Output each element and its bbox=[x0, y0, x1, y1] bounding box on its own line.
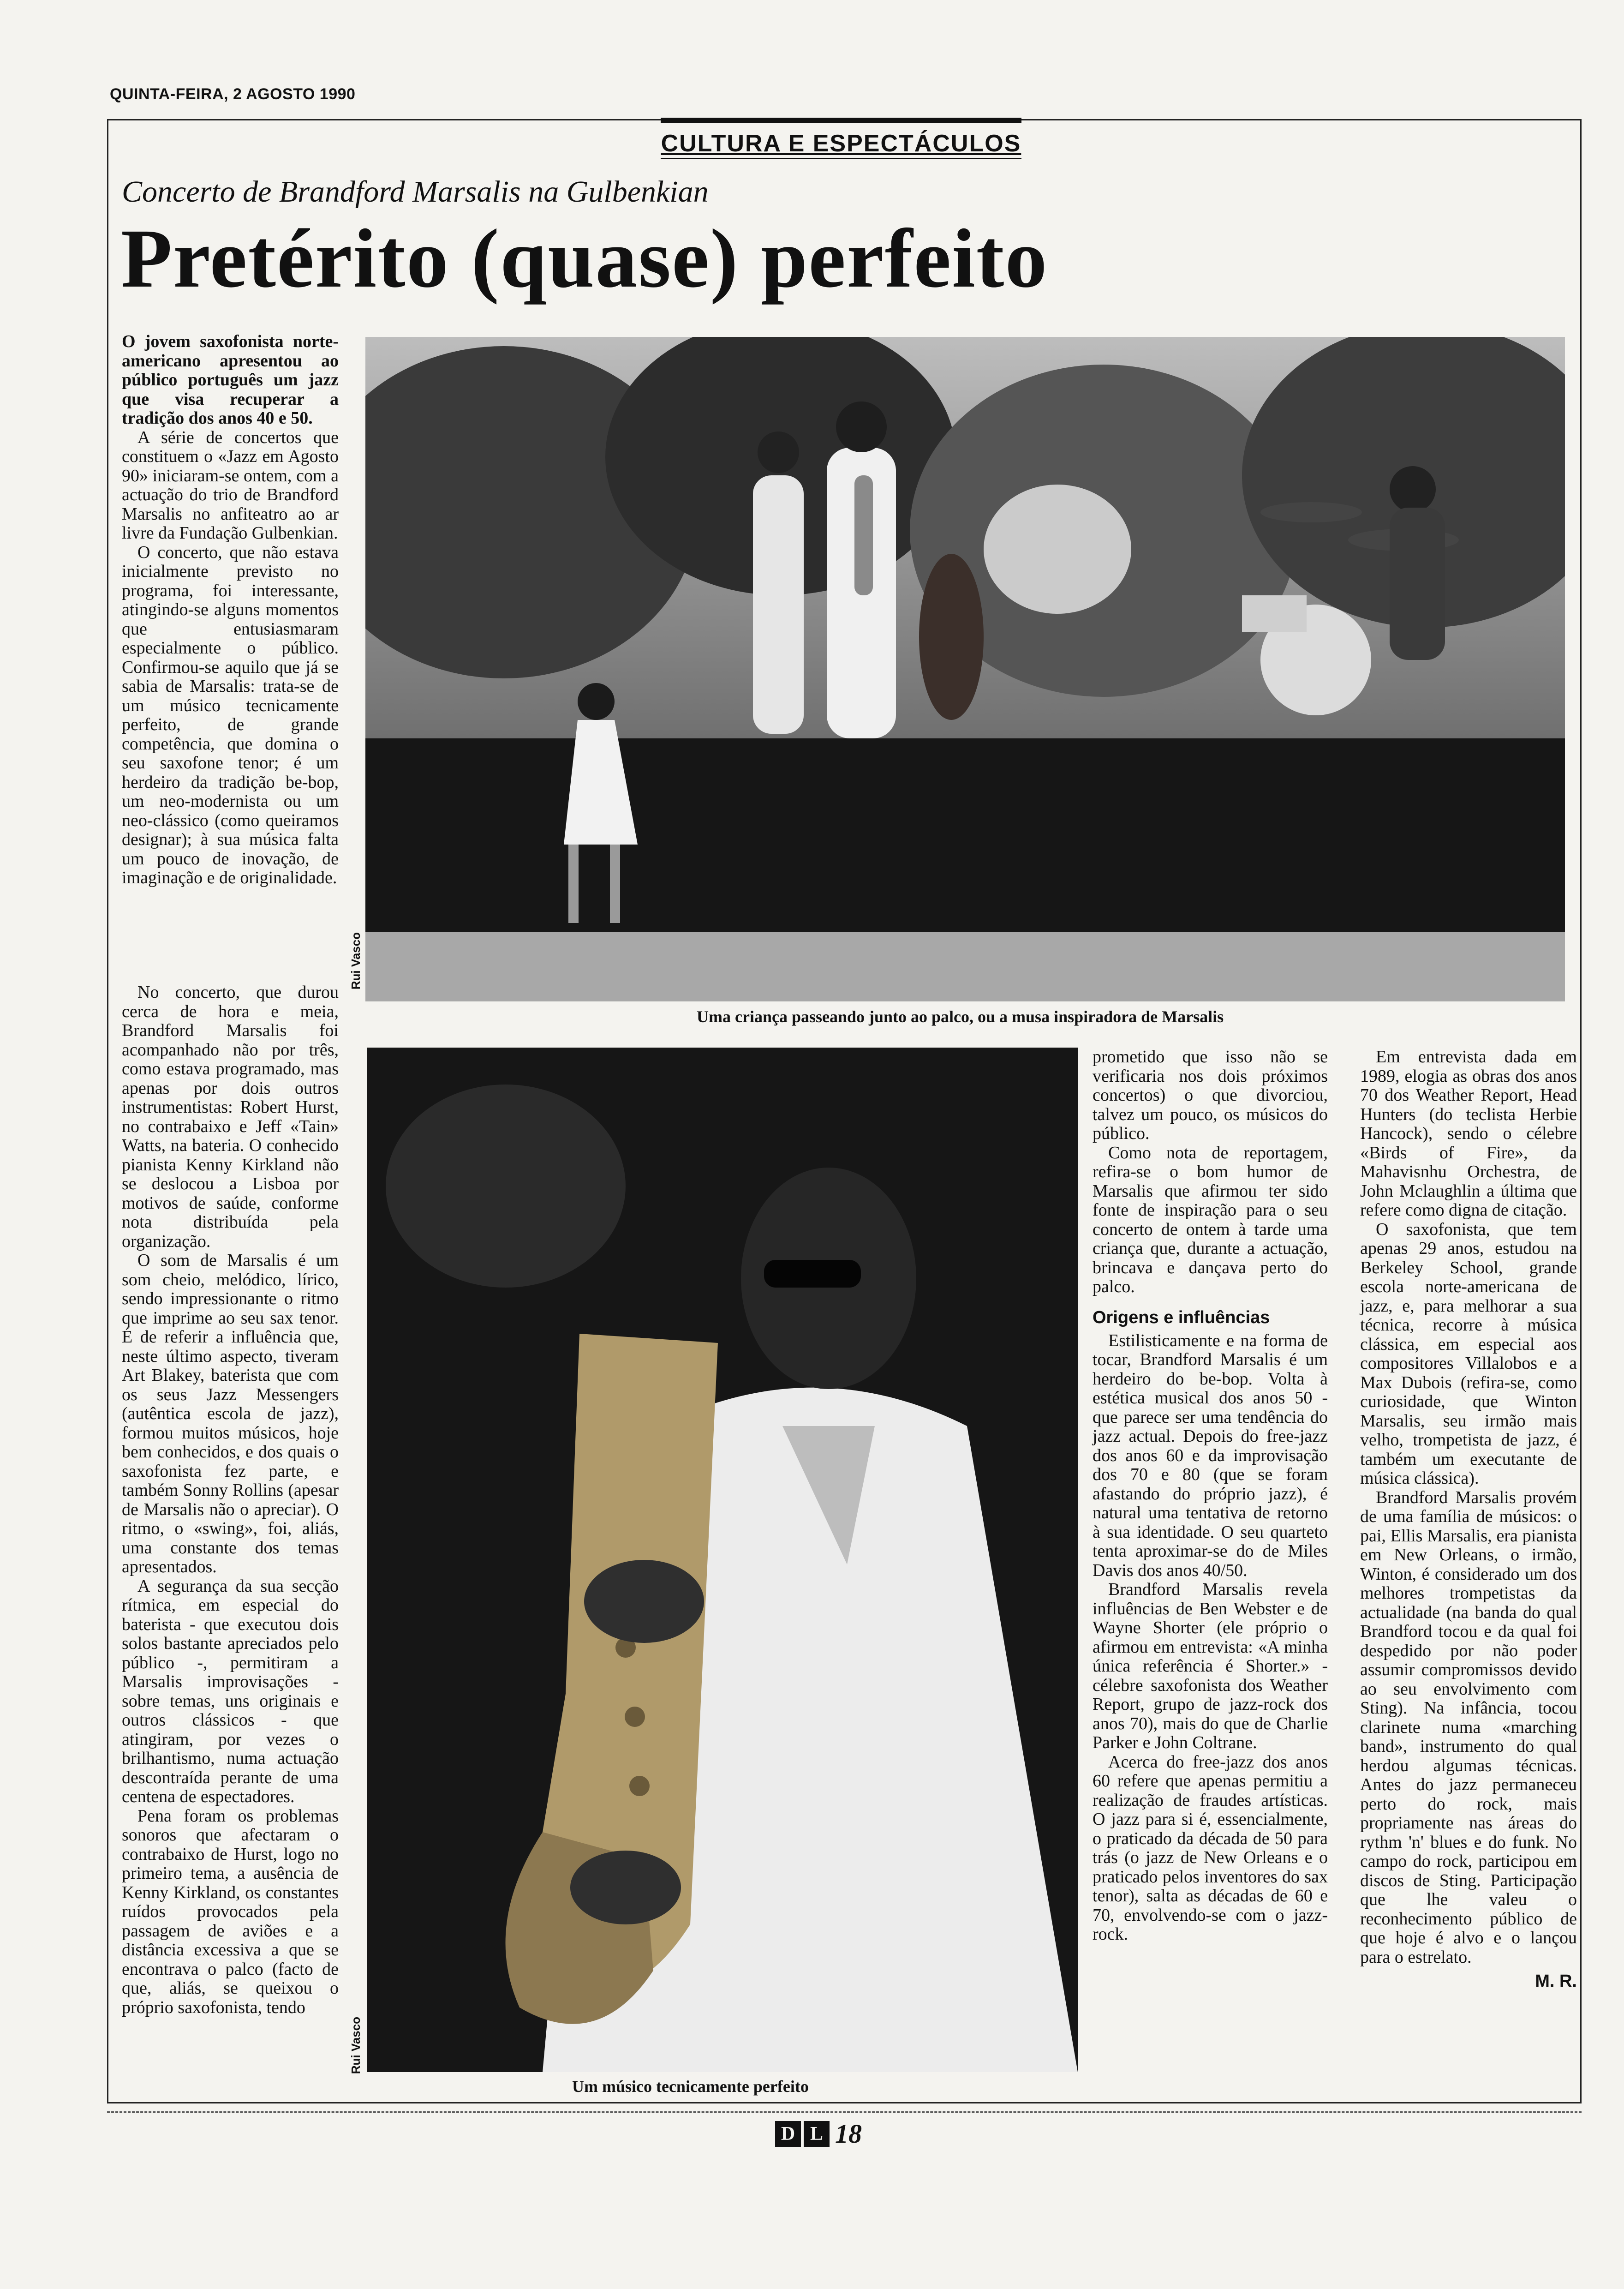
paragraph: Brandford Marsalis provém de uma família de músicos: o pai, Ellis Marsalis, era pianista em New Orleans, o irmão, Winton, é considerado um dos melhores trompetistas da actualidade (na banda do qual Brandford tocou e da qual foi despedido por não poder assumir compromissos devido ao seu envolvimento com Sting). Na infância, tocou clarinete numa «marching band», instrumento do qual herdou algumas técnicas. Antes do jazz permaneceu perto do rock, mais propriamente nas áreas do rythm 'n' blues e do funk. No campo do rock, participou em discos de Sting. Participação que lhe valeu o reconhecimento público de que hoje é alvo e o lançou para o estrelato. bbox=[1360, 1487, 1577, 1967]
paragraph: O concerto, que não estava inicialmente previsto no programa, foi interessante, atingindo-se alguns momentos que entusiasmaram especialmente o público. Confirmou-se aquilo que já se sabia de Marsalis: trata-se de um músico tecnicamente perfeito, de grande competência, que domina o seu saxofone tenor; é um herdeiro da tradição be-bop, um neo-modernista ou um neo-clássico (como queiramos designar); à sua música falta um pouco de inovação, de imaginação e de originalidade. bbox=[122, 542, 339, 887]
lead-paragraph: O jovem saxofonista norte-americano apresentou ao público português um jazz que visa recuperar a tradição dos anos 40 e 50. bbox=[122, 332, 339, 428]
paragraph: Pena foram os problemas sonoros que afectaram o contrabaixo de Hurst, logo no primeiro tema, a ausência de Kenny Kirkland, os constantes ruídos provocados pela passagem de aviões e a distância excessiva a que se encontrava o palco (facto de que, aliás, se queixou o próprio saxofonista, tendo bbox=[122, 1806, 339, 2017]
page-footer bbox=[775, 2118, 862, 2149]
photo-credit: Rui Vasco bbox=[349, 2017, 363, 2074]
paragraph: Em entrevista dada em 1989, elogia as obras dos anos 70 dos Weather Report, Head Hunters (do teclista Herbie Hancock), sendo o célebre «Birds of Fire», da Mahavisnhu Orchestra, de John Mclaughlin a última que refere como digna de citação. bbox=[1360, 1047, 1577, 1220]
photo-caption: Uma criança passeando junto ao palco, ou a musa inspiradora de Marsalis bbox=[697, 1007, 1224, 1026]
headline: Pretérito (quase) perfeito bbox=[121, 212, 1048, 305]
paragraph: A série de concertos que constituem o «Jazz em Agosto 90» iniciaram-se ontem, com a actuação do trio de Brandford Marsalis no anfiteatro ao ar livre da Fundação Gulbenkian. bbox=[122, 427, 339, 543]
footer-divider bbox=[107, 2111, 1582, 2113]
newspaper-logo-right: L bbox=[804, 2121, 830, 2147]
page-number: 18 bbox=[835, 2119, 862, 2149]
paragraph: Como nota de reportagem, refira-se o bom humor de Marsalis que afirmou ter sido fonte de inspiração para o seu concerto de ontem à tarde uma criança que, durante a actuação, brincava e dançava perto do palco. bbox=[1093, 1143, 1328, 1296]
stage-photo-illustration bbox=[365, 337, 1565, 1001]
column-3 bbox=[1093, 1048, 1328, 1944]
paragraph: A segurança da sua secção rítmica, em especial do baterista - que executou dois solos bastante apreciados pelo público -, permitiram a Marsalis improvisações - sobre temas, uns originais e outros clássicos - que atingiram, por vezes o brilhantismo, numa actuação descontraída perante de uma centena de espectadores. bbox=[122, 1576, 339, 1806]
paragraph: O saxofonista, que tem apenas 29 anos, estudou na Berkeley School, grande escola norte-americana de jazz, e, para melhorar a sua técnica, recorre à música clássica, em especial aos compositores Villalobos e a Max Dubois (refira-se, como curiosidade, que Winton Marsalis, seu irmão mais velho, trompetista de jazz, é também um executante de música clássica). bbox=[1360, 1219, 1577, 1488]
column-1-top bbox=[122, 332, 339, 888]
author-initials: M. R. bbox=[1535, 1971, 1577, 1991]
paragraph: No concerto, que durou cerca de hora e meia, Brandford Marsalis foi acompanhado não por três, como estava programado, mas apenas por dois outros instrumentistas: Robert Hurst, no contrabaixo e Jeff «Tain» Watts, na bateria. O conhecido pianista Kenny Kirkland não se deslocou a Lisboa por motivos de saúde, conforme nota distribuída pela organização. bbox=[122, 983, 339, 1251]
paragraph: Brandford Marsalis revela influências de Ben Webster e de Wayne Shorter (ele próprio o afirmou em entrevista: «A minha única referência é Shorter.» - célebre saxofonista dos Weather Report, grupo de jazz-rock dos anos 70), mais do que de Charlie Parker e John Coltrane. bbox=[1093, 1580, 1328, 1752]
photo-credit: Rui Vasco bbox=[349, 932, 363, 990]
newspaper-logo-left: D bbox=[775, 2121, 801, 2147]
photo-saxophonist bbox=[367, 1048, 1078, 2072]
section-header bbox=[661, 118, 1021, 159]
subheading: Origens e influências bbox=[1093, 1307, 1270, 1327]
photo-stage-concert bbox=[365, 337, 1565, 1001]
kicker: Concerto de Brandford Marsalis na Gulbenkian bbox=[122, 175, 709, 209]
photo-caption: Um músico tecnicamente perfeito bbox=[572, 2077, 809, 2096]
paragraph: Acerca do free-jazz dos anos 60 refere que apenas permitiu a realização de fraudes artísticas. O jazz para si é, essencialmente, o praticado da década de 50 para trás (o jazz de New Orleans e o praticado pelos inventores do sax tenor), salta as décadas de 60 e 70, envolvendo-se com o jazz-rock. bbox=[1093, 1752, 1328, 1944]
paragraph: Estilisticamente e na forma de tocar, Brandford Marsalis é um herdeiro do be-bop. Volta à estética musical dos anos 50 - que parece ser uma tendência do jazz actual. Depois do free-jazz dos anos 60 e da improvisação dos 70 e 80 (que se foram afastando do próprio jazz), é natural uma tentativa de retorno à sua identidade. O seu quarteto tenta aproximar-se do de Miles Davis dos anos 40/50. bbox=[1093, 1330, 1328, 1580]
paragraph: O som de Marsalis é um som cheio, melódico, lírico, sendo impressionante o ritmo que imprime ao seu sax tenor. É de referir a influência que, neste último aspecto, tiveram Art Blakey, baterista que com os seus Jazz Messengers (autêntica escola de jazz), formou muitos músicos, hoje bem conhecidos, e dos quais o saxofonista fez parte, e também Sonny Rollins (apesar de Marsalis não o apreciar). O ritmo, o «swing», foi, aliás, uma constante dos temas apresentados. bbox=[122, 1251, 339, 1576]
issue-date: QUINTA-FEIRA, 2 AGOSTO 1990 bbox=[110, 85, 356, 103]
paragraph: prometido que isso não se verificaria nos dois próximos concertos) o que divorciou, talvez um pouco, os músicos do público. bbox=[1093, 1047, 1328, 1143]
column-4 bbox=[1360, 1048, 1577, 1991]
saxophonist-photo-illustration bbox=[367, 1048, 1078, 2072]
column-1-bottom bbox=[122, 983, 339, 2017]
section-title: CULTURA E ESPECTÁCULOS bbox=[661, 130, 1021, 157]
